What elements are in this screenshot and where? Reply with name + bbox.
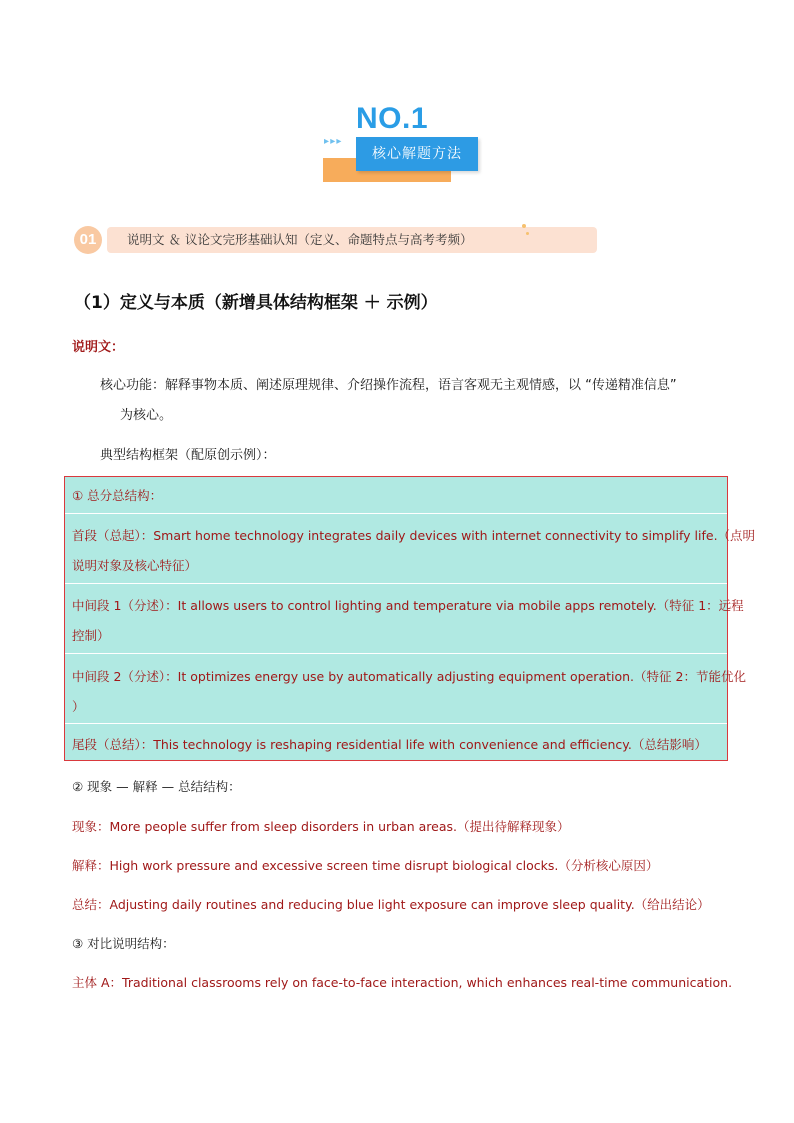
framework-intro: 典型结构框架（配原创示例）： <box>100 448 276 463</box>
row-text-line2: 说明对象及核心特征） <box>72 558 198 573</box>
structure2-title: ② 现象 — 解释 — 总结结构： <box>72 779 241 794</box>
structure3-title: ③ 对比说明结构： <box>72 936 175 951</box>
subsection-heading: （1）定义与本质（新增具体结构框架 ＋ 示例） <box>74 293 438 313</box>
section-title: 说明文 ＆ 议论文完形基础认知（定义、命题特点与高考考频） <box>127 232 473 247</box>
structure1-title: ① 总分总结构： <box>72 488 163 503</box>
subject-a-line: 主体 A：Traditional classrooms rely on face-to-face interaction, which enhances real-time communication. <box>72 975 733 990</box>
row-text-line1: 中间段 2（分述）：It optimizes energy use by automatically adjusting equipment operation.（特征 2：节能优化 <box>72 669 746 684</box>
table-row <box>65 583 744 654</box>
table-row <box>65 513 756 584</box>
row-text-line1: 尾段（总结）：This technology is reshaping residential life with convenience and efficiency.（总结影响） <box>72 737 707 752</box>
section-header <box>74 224 534 258</box>
row-text-line1: 中间段 1（分述）：It allows users to control lighting and temperature via mobile apps remotely.（特征 1：远程 <box>72 598 744 613</box>
banner-number: NO.1 <box>356 102 429 135</box>
explanation-line: 解释：High work pressure and excessive screen time disrupt biological clocks.（分析核心原因） <box>72 858 659 873</box>
sparkle-icon <box>522 224 526 228</box>
phenomenon-line: 现象：More people suffer from sleep disorders in urban areas.（提出待解释现象） <box>72 819 570 834</box>
table-row <box>65 723 727 761</box>
structure-title-row <box>65 477 727 513</box>
section-title-pill <box>107 227 597 253</box>
row-text-line1: 首段（总起）：Smart home technology integrates daily devices with internet connectivity to simplify life.（点明 <box>72 528 756 543</box>
section-number-badge: 01 <box>74 226 102 254</box>
summary-line: 总结：Adjusting daily routines and reducing blue light exposure can improve sleep quality.（给出结论） <box>72 897 710 912</box>
banner-arrows-icon: ▸ ▸ ▸ <box>324 136 341 147</box>
table-row <box>65 653 746 724</box>
structure-box-general-specific <box>64 476 756 761</box>
section-banner <box>322 100 482 186</box>
core-function-line1: 核心功能：解释事物本质、阐述原理规律、介绍操作流程，语言客观无主观情感，以 “传递精准信息” <box>100 378 677 393</box>
core-function-line2: 为核心。 <box>120 408 173 423</box>
expository-label: 说明文： <box>72 340 125 355</box>
row-text-line2: ） <box>72 699 85 714</box>
row-text-line2: 控制） <box>72 628 110 643</box>
sparkle-icon <box>526 232 529 235</box>
banner-title: 核心解题方法 <box>356 137 478 171</box>
